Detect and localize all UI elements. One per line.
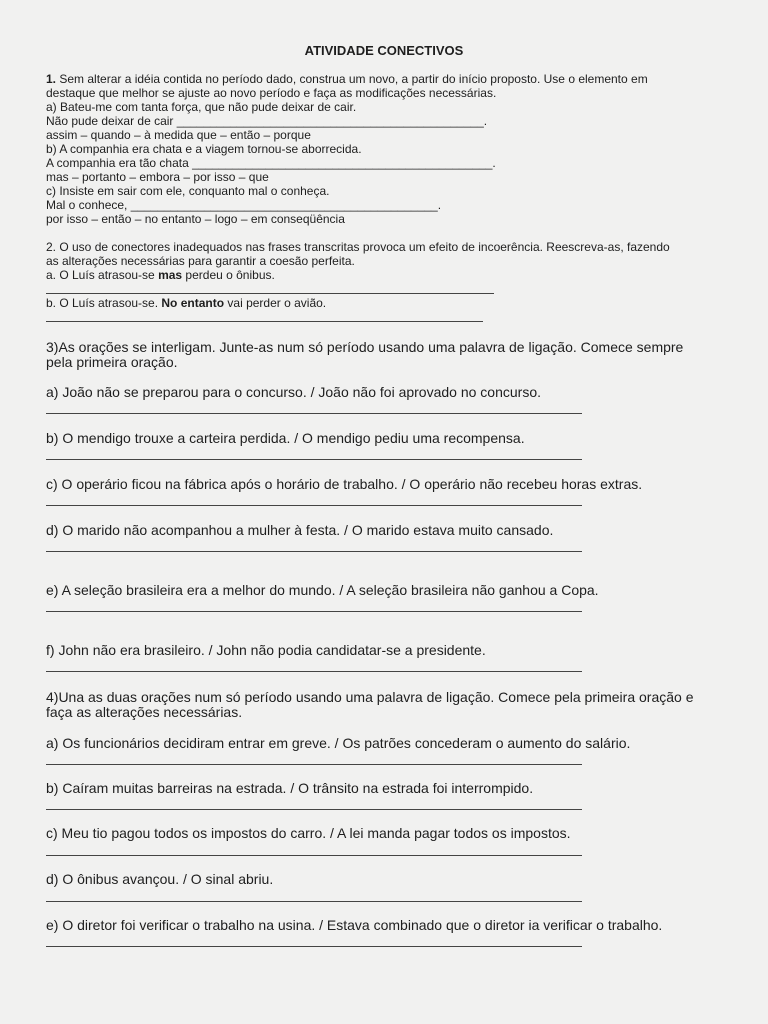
q1-c-sentence: c) Insiste em sair com ele, conquanto mal o conheça. bbox=[46, 184, 330, 198]
q2-b-answer-line bbox=[46, 321, 483, 322]
q4-item-c: c) Meu tio pagou todos os impostos do carro. / A lei manda pagar todos os impostos. bbox=[46, 825, 571, 841]
q1-a-start: Não pude deixar de cair ______________________________________________. bbox=[46, 114, 488, 128]
q1-number: 1. bbox=[46, 72, 57, 86]
q4-intro-line-1: 4)Una as duas orações num só período usando uma palavra de ligação. Comece pela primeira oração e bbox=[46, 689, 694, 705]
q3-item-e-answer-line bbox=[46, 611, 582, 612]
q4-item-d: d) O ônibus avançou. / O sinal abriu. bbox=[46, 871, 274, 887]
q4-item-b-answer-line bbox=[46, 809, 582, 810]
q4-item-b: b) Caíram muitas barreiras na estrada. / O trânsito na estrada foi interrompido. bbox=[46, 780, 534, 796]
q3-item-f: f) John não era brasileiro. / John não podia candidatar-se a presidente. bbox=[46, 642, 486, 658]
q4-item-e-answer-line bbox=[46, 946, 582, 947]
q1-intro-text: Sem alterar a idéia contida no período dado, construa um novo, a partir do início proposto. Use o elemento em bbox=[56, 72, 648, 86]
q2-intro-line-1: 2. O uso de conectores inadequados nas frases transcritas provoca um efeito de incoerência. Reescreva-as, fazendo bbox=[46, 240, 670, 254]
q4-item-c-answer-line bbox=[46, 855, 582, 856]
q2-a-connector: mas bbox=[158, 268, 183, 282]
q1-a-sentence: a) Bateu-me com tanta força, que não pude deixar de cair. bbox=[46, 100, 357, 114]
q3-item-a-answer-line bbox=[46, 413, 582, 414]
q2-a-answer-line bbox=[46, 293, 494, 294]
q2-b-connector: No entanto bbox=[161, 296, 225, 310]
q3-item-d-answer-line bbox=[46, 551, 582, 552]
q4-intro-line-2: faça as alterações necessárias. bbox=[46, 704, 243, 720]
q3-item-d: d) O marido não acompanhou a mulher à festa. / O marido estava muito cansado. bbox=[46, 522, 554, 538]
page-title: ATIVIDADE CONECTIVOS bbox=[304, 43, 464, 58]
q1-a-options: assim – quando – à medida que – então – porque bbox=[46, 128, 311, 142]
q4-item-d-answer-line bbox=[46, 901, 582, 902]
q1-b-start: A companhia era tão chata _____________________________________________. bbox=[46, 156, 496, 170]
q2-a-sentence: a. O Luís atrasou-se mas perdeu o ônibus. bbox=[46, 268, 275, 282]
q1-intro-line-2: destaque que melhor se ajuste ao novo período e faça as modificações necessárias. bbox=[46, 86, 497, 100]
q1-b-sentence: b) A companhia era chata e a viagem tornou-se aborrecida. bbox=[46, 142, 362, 156]
q2-intro-line-2: as alterações necessárias para garantir a coesão perfeita. bbox=[46, 254, 355, 268]
q3-intro-line-2: pela primeira oração. bbox=[46, 354, 178, 370]
q3-item-b-answer-line bbox=[46, 459, 582, 460]
q4-item-e: e) O diretor foi verificar o trabalho na usina. / Estava combinado que o diretor ia verificar o trabalho. bbox=[46, 917, 663, 933]
q3-item-c-answer-line bbox=[46, 505, 582, 506]
q1-c-start: Mal o conhece, ______________________________________________. bbox=[46, 198, 442, 212]
q1-b-options: mas – portanto – embora – por isso – que bbox=[46, 170, 269, 184]
q1-intro-line-1 bbox=[46, 72, 648, 86]
q4-item-a: a) Os funcionários decidiram entrar em greve. / Os patrões concederam o aumento do salário. bbox=[46, 735, 631, 751]
q3-item-b: b) O mendigo trouxe a carteira perdida. / O mendigo pediu uma recompensa. bbox=[46, 430, 525, 446]
q3-item-c: c) O operário ficou na fábrica após o horário de trabalho. / O operário não recebeu horas extras. bbox=[46, 476, 643, 492]
q3-item-e: e) A seleção brasileira era a melhor do mundo. / A seleção brasileira não ganhou a Copa. bbox=[46, 582, 599, 598]
q3-intro-line-1: 3)As orações se interligam. Junte-as num só período usando uma palavra de ligação. Comece sempre bbox=[46, 339, 684, 355]
q3-item-a: a) João não se preparou para o concurso. / João não foi aprovado no concurso. bbox=[46, 384, 541, 400]
q2-b-sentence: b. O Luís atrasou-se. No entanto vai perder o avião. bbox=[46, 296, 327, 310]
q4-item-a-answer-line bbox=[46, 764, 582, 765]
q3-item-f-answer-line bbox=[46, 671, 582, 672]
q1-c-options: por isso – então – no entanto – logo – em conseqüência bbox=[46, 212, 345, 226]
